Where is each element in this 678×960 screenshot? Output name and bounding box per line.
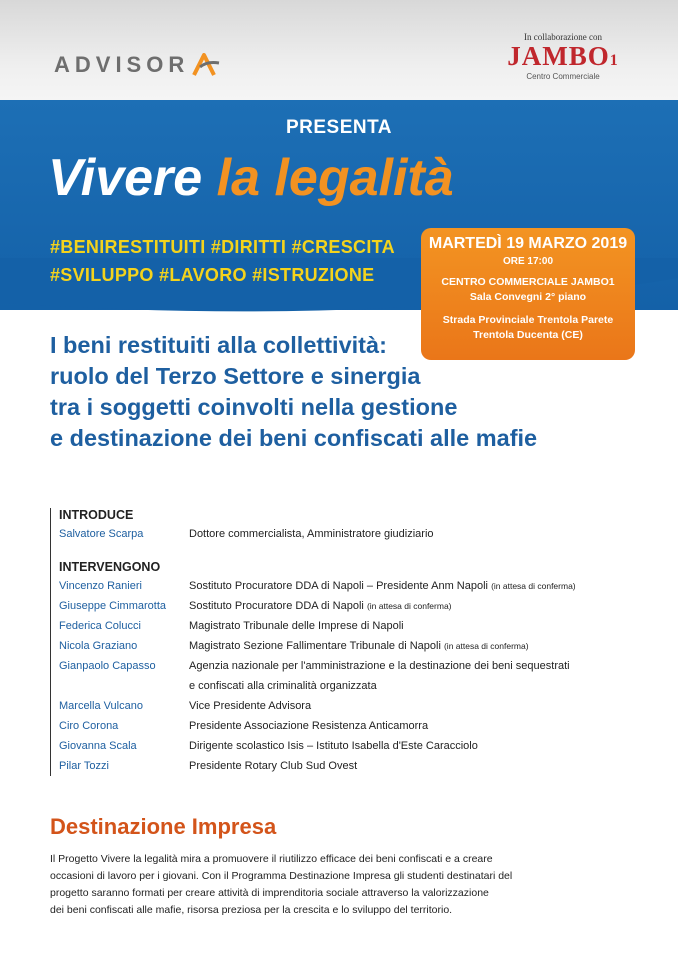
speaker-row xyxy=(59,616,630,636)
hashtags-line-2: #SVILUPPO #LAVORO #ISTRUZIONE xyxy=(50,265,375,285)
speaker-name: Salvatore Scarpa xyxy=(59,528,144,540)
speaker-row xyxy=(59,656,630,696)
speaker-row xyxy=(59,736,630,756)
advisor-logo xyxy=(54,52,221,78)
speaker-role: Magistrato Sezione Fallimentare Tribunale di Napoli (in attesa di conferma) xyxy=(189,640,529,652)
subtitle-line-2: ruolo del Terzo Settore e sinergia xyxy=(50,363,421,389)
speaker-row xyxy=(59,576,630,596)
collab-label: In collaborazione con xyxy=(524,32,602,42)
speaker-role: Presidente Rotary Club Sud Ovest xyxy=(189,760,358,772)
speakers-list xyxy=(50,508,630,776)
speaker-role: Presidente Associazione Resistenza Anticamorra xyxy=(189,720,429,732)
speaker-role: Dirigente scolastico Isis – Istituto Isabella d'Este Caracciolo xyxy=(189,740,478,752)
event-time: ORE 17:00 xyxy=(502,256,554,267)
conference-subtitle xyxy=(50,330,610,454)
presenta-label: PRESENTA xyxy=(285,117,393,138)
speaker-name: Nicola Graziano xyxy=(59,640,138,652)
speaker-role: Dottore commercialista, Amministratore giudiziario xyxy=(189,528,434,540)
speaker-row xyxy=(59,756,630,776)
title-part-2: la legalità xyxy=(216,149,454,207)
event-date: MARTEDÌ 19 MARZO 2019 xyxy=(428,235,628,252)
hashtags xyxy=(50,233,400,289)
destinazione-title: Destinazione Impresa xyxy=(50,814,277,839)
advisor-logo-text: ADVISOR xyxy=(54,52,190,77)
destinazione-text: Il Progetto Vivere la legalità mira a promuovere il riutilizzo efficace dei beni confiscati e a creare occasioni di lavoro per i giovani. Con il Programma Destinazione Impresa gli studenti destinatari del progetto saranno formati per creare attività di imprenditoria sociale attraverso la valorizzazione dei beni confiscati alle mafie, risorsa preziosa per la crescita e lo sviluppo del territorio. xyxy=(50,853,513,916)
partner-logo xyxy=(488,32,638,81)
speaker-role: Sostituto Procuratore DDA di Napoli (in attesa di conferma) xyxy=(189,600,452,612)
event-place: CENTRO COMMERCIALE JAMBO1 Sala Convegni 2° piano xyxy=(441,276,615,303)
title-part-1: Vivere xyxy=(48,149,203,207)
subtitle-line-1: I beni restituiti alla collettività: xyxy=(50,332,387,358)
speaker-name: Federica Colucci xyxy=(59,620,141,632)
speaker-role: Vice Presidente Advisora xyxy=(189,700,312,712)
speaker-row xyxy=(59,716,630,736)
speaker-role: Agenzia nazionale per l'amministrazione e la destinazione dei beni sequestrati e confiscati alla criminalità organizzata xyxy=(189,660,570,692)
speaker-name: Marcella Vulcano xyxy=(59,700,143,712)
speaker-row xyxy=(59,636,630,656)
speaker-name: Vincenzo Ranieri xyxy=(59,580,142,592)
speaker-role: Magistrato Tribunale delle Imprese di Napoli xyxy=(189,620,404,632)
advisor-logo-mark xyxy=(191,53,221,77)
speaker-name: Giuseppe Cimmarotta xyxy=(59,600,166,612)
introduce-heading: INTRODUCE xyxy=(59,508,134,522)
speaker-row xyxy=(59,596,630,616)
partner-sub: Centro Commerciale xyxy=(526,72,600,81)
subtitle-line-4: e destinazione dei beni confiscati alle mafie xyxy=(50,425,538,451)
speaker-name: Pilar Tozzi xyxy=(59,760,109,772)
subtitle-line-3: tra i soggetti coinvolti nella gestione xyxy=(50,394,458,420)
event-address: Strada Provinciale Trentola Parete Trentola Ducenta (CE) xyxy=(442,314,614,341)
speaker-role: Sostituto Procuratore DDA di Napoli – Presidente Anm Napoli (in attesa di conferma) xyxy=(189,580,576,592)
speaker-name: Giovanna Scala xyxy=(59,740,137,752)
speaker-row xyxy=(59,524,630,544)
event-title xyxy=(48,148,454,208)
speaker-name: Ciro Corona xyxy=(59,720,119,732)
speaker-row xyxy=(59,696,630,716)
hashtags-line-1: #BENIRESTITUITI #DIRITTI #CRESCITA xyxy=(50,237,395,257)
partner-name: JAMBO1 xyxy=(507,41,619,71)
intervengono-heading: INTERVENGONO xyxy=(59,560,161,574)
speaker-name: Gianpaolo Capasso xyxy=(59,660,156,672)
